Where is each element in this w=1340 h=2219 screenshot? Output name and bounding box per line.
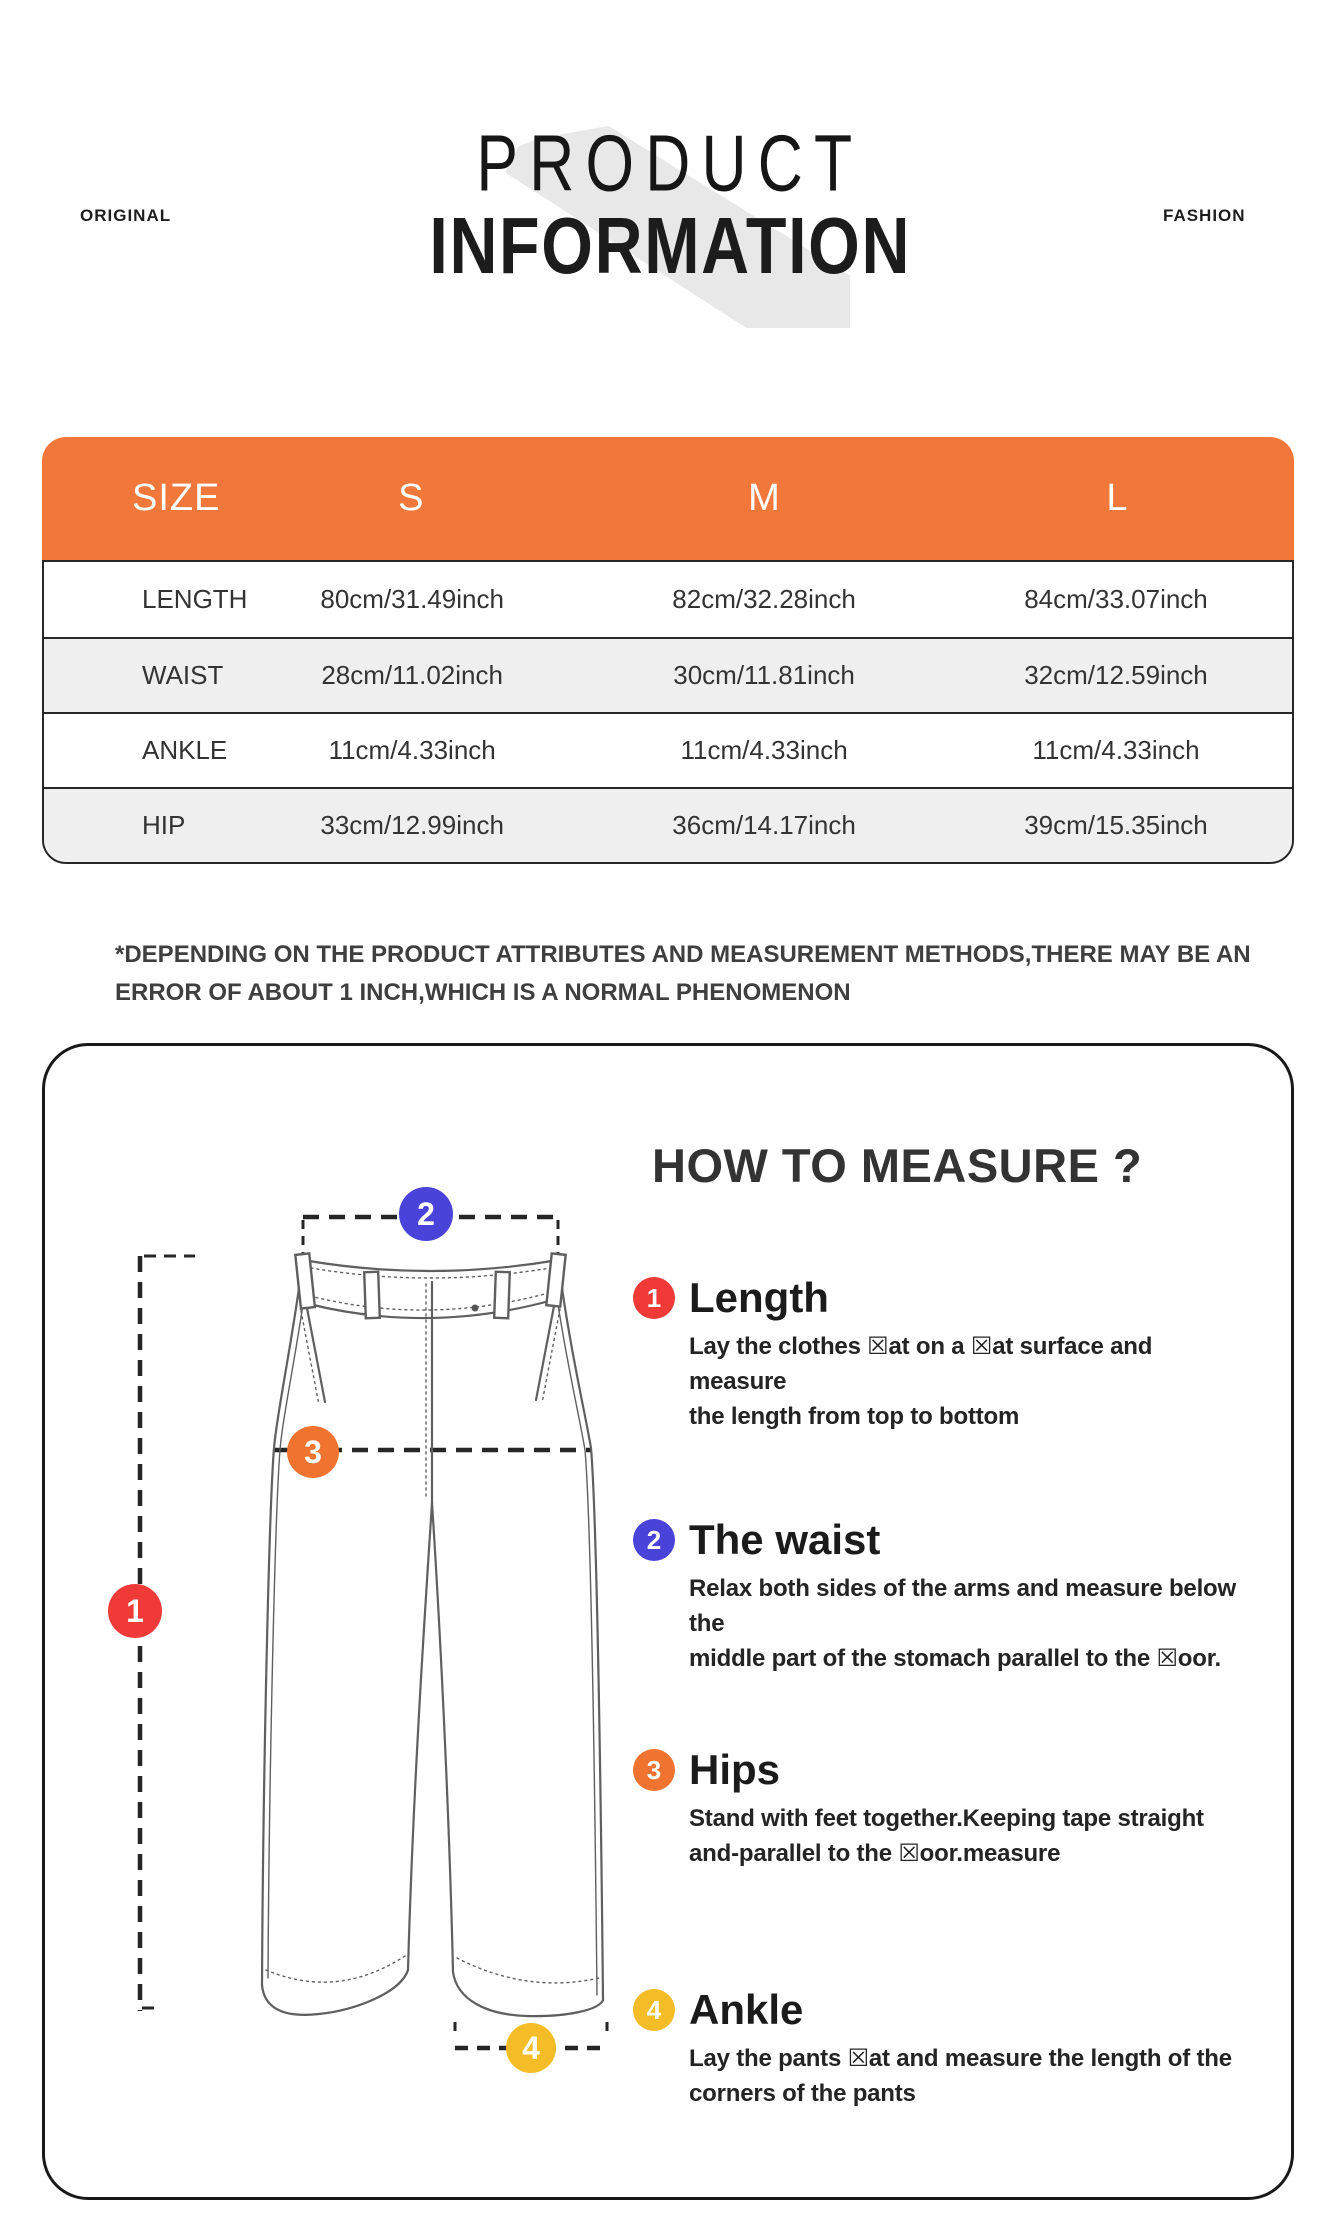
cell-value: 32cm/12.59inch: [1024, 660, 1208, 690]
column-header-l: L: [1106, 477, 1129, 519]
brand-label-fashion: FASHION: [1163, 206, 1246, 225]
brand-label-original: ORIGINAL: [80, 206, 172, 225]
page-title-line2: INFORMATION: [429, 201, 911, 290]
measure-item-title: Length: [689, 1274, 829, 1321]
measure-item-title: Hips: [689, 1746, 781, 1793]
dimension-lines: [140, 1217, 607, 2048]
svg-text:1: 1: [126, 1593, 144, 1629]
cell-value: 11cm/4.33inch: [328, 735, 496, 765]
how-to-measure-title: HOW TO MEASURE ?: [652, 1139, 1143, 1192]
disclaimer-line2: ERROR OF ABOUT 1 INCH,WHICH IS A NORMAL PHENOMENON: [115, 979, 851, 1006]
measure-item-ankle: [633, 1987, 1253, 2111]
disclaimer-line1: *DEPENDING ON THE PRODUCT ATTRIBUTES AND MEASUREMENT METHODS,THERE MAY BE AN: [115, 941, 1251, 968]
size-table: [42, 437, 1294, 864]
measure-item-hips: [633, 1747, 1253, 1871]
table-row: [44, 637, 1292, 712]
measure-item-description: Lay the pants ☒at and measure the length of the corners of the pants: [689, 2045, 1232, 2108]
row-label: HIP: [142, 810, 186, 840]
cell-value: 30cm/11.81inch: [673, 660, 855, 690]
column-header-m: M: [748, 477, 781, 519]
number-badge-1: 1: [633, 1277, 675, 1319]
measure-item-waist: [633, 1517, 1253, 1676]
cell-value: 28cm/11.02inch: [321, 660, 503, 690]
row-label: WAIST: [142, 660, 224, 690]
table-row: [44, 712, 1292, 787]
measure-item-description: Stand with feet together.Keeping tape straight and-parallel to the ☒oor.measure: [689, 1805, 1204, 1868]
measure-item-description: Relax both sides of the arms and measure below the middle part of the stomach parallel to the ☒oor.: [689, 1575, 1236, 1673]
page-title-line1: PRODUCT: [476, 118, 864, 208]
number-badge-2: 2: [633, 1519, 675, 1561]
number-badge-3: 3: [633, 1749, 675, 1791]
svg-text:2: 2: [417, 1196, 435, 1232]
row-label: ANKLE: [142, 735, 228, 765]
cell-value: 36cm/14.17inch: [672, 810, 856, 840]
pants-diagram: [55, 1180, 620, 2200]
number-badge-4: 4: [633, 1989, 675, 2031]
diagram-markers: [108, 1187, 556, 2073]
svg-text:4: 4: [522, 2030, 540, 2066]
row-label: LENGTH: [142, 584, 248, 614]
column-header-size: SIZE: [132, 477, 221, 519]
measure-item-description: Lay the clothes ☒at on a ☒at surface and measure the length from top to bottom: [689, 1333, 1153, 1431]
table-row: [44, 787, 1292, 862]
svg-text:3: 3: [304, 1434, 322, 1470]
measure-item-title: Ankle: [689, 1986, 804, 2033]
cell-value: 80cm/31.49inch: [320, 584, 504, 614]
cell-value: 33cm/12.99inch: [320, 810, 504, 840]
cell-value: 82cm/32.28inch: [672, 584, 856, 614]
measure-item-length: [633, 1275, 1253, 1434]
cell-value: 11cm/4.33inch: [1032, 735, 1200, 765]
table-row: [44, 562, 1292, 637]
measure-item-title: The waist: [689, 1516, 881, 1563]
disclaimer-note: [115, 936, 1251, 1012]
cell-value: 11cm/4.33inch: [680, 735, 848, 765]
size-table-body: [42, 560, 1294, 864]
size-table-header: [42, 437, 1294, 560]
pants-outline: [262, 1253, 603, 2016]
cell-value: 84cm/33.07inch: [1024, 584, 1208, 614]
column-header-s: S: [398, 477, 425, 519]
waist-button: [472, 1305, 479, 1312]
cell-value: 39cm/15.35inch: [1024, 810, 1208, 840]
